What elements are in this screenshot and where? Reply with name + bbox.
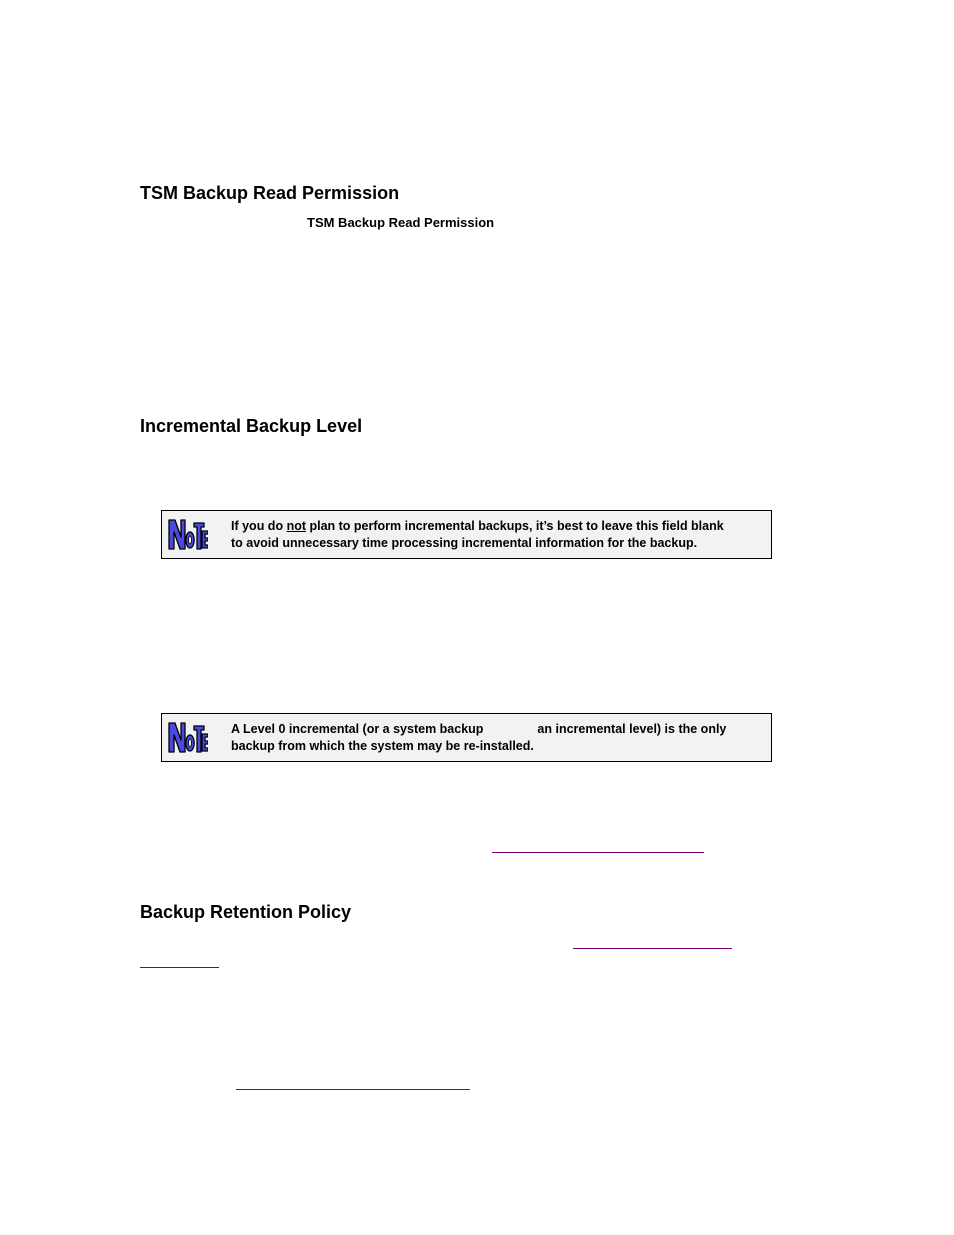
hyperlink-underline[interactable] — [236, 1089, 470, 1090]
note-icon — [168, 517, 208, 551]
note-text — [231, 518, 761, 551]
note-text — [231, 721, 761, 754]
note-line-2: backup from which the system may be re-installed. — [231, 738, 534, 753]
underlined-not: not — [286, 519, 306, 533]
tsm-backup-read-permission-reference: TSM Backup Read Permission — [307, 215, 495, 230]
note-box-level-zero — [161, 713, 772, 762]
hyperlink-underline[interactable] — [573, 948, 732, 949]
section-heading-tsm-backup-read-permission: TSM Backup Read Permission — [140, 183, 400, 203]
note-box-incremental-blank — [161, 510, 772, 559]
note-line-2: to avoid unnecessary time processing incremental information for the backup. — [231, 535, 698, 550]
section-heading-backup-retention-policy: Backup Retention Policy — [140, 902, 352, 922]
note-line-1: If you do not plan to perform incremental backups, it’s best to leave this field blank — [231, 519, 724, 533]
note-line-1: A Level 0 incremental (or a system backup an incremental level) is the only — [231, 722, 727, 736]
hyperlink-underline-continued[interactable] — [140, 967, 219, 968]
section-heading-incremental-backup-level: Incremental Backup Level — [140, 416, 363, 436]
hyperlink-underline[interactable] — [492, 852, 704, 853]
note-icon — [168, 720, 208, 754]
